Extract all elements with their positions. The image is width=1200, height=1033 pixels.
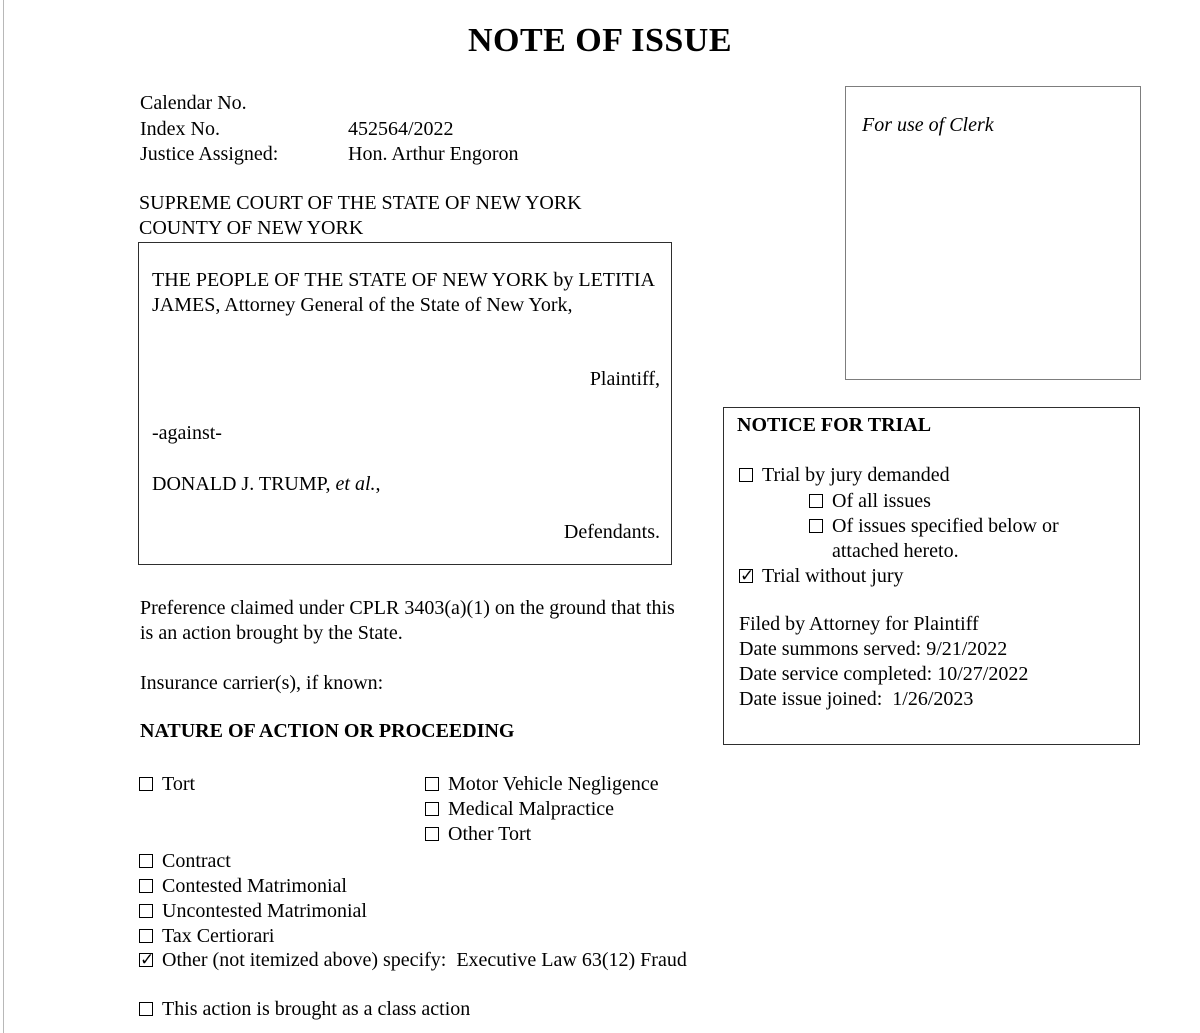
checkbox-label-of-all-issues: Of all issues: [832, 490, 931, 512]
notice-for-trial-box: [723, 407, 1140, 745]
calendar-no-label: Calendar No.: [140, 92, 247, 114]
filed-by-line: Filed by Attorney for Plaintiff: [739, 613, 979, 635]
checkbox-icon-other-tort[interactable]: [425, 827, 439, 841]
checkbox-row-tax-certiorari[interactable]: [139, 924, 274, 949]
index-no-label: Index No.: [140, 118, 220, 140]
checkbox-row-of-all-issues[interactable]: [809, 489, 931, 514]
date-summons-served-line: Date summons served: 9/21/2022: [739, 638, 1008, 660]
filing-details: [739, 612, 1028, 712]
checkbox-row-motor-vehicle-negligence[interactable]: [425, 772, 659, 797]
preference-paragraph: Preference claimed under CPLR 3403(a)(1) on the ground that this is an action brought by the State.: [140, 597, 680, 644]
checkbox-icon-trial-without-jury[interactable]: [739, 569, 753, 583]
checkbox-icon-of-issues-specified[interactable]: [809, 519, 823, 533]
checkbox-icon-contract[interactable]: [139, 854, 153, 868]
checkbox-label-of-issues-specified: Of issues specified below or attached hereto.: [832, 515, 1064, 562]
checkbox-label-class-action: This action is brought as a class action: [162, 998, 471, 1020]
court-name: SUPREME COURT OF THE STATE OF NEW YORK: [139, 192, 582, 214]
checkbox-icon-class-action[interactable]: [139, 1002, 153, 1016]
checkbox-icon-uncontested-matrimonial[interactable]: [139, 904, 153, 918]
checkbox-row-tort[interactable]: [139, 772, 195, 797]
against-label: -against-: [152, 422, 222, 444]
document-title: NOTE OF ISSUE: [467, 22, 733, 59]
plaintiff-role: Plaintiff,: [589, 368, 660, 390]
clerk-box: [845, 86, 1141, 380]
checkbox-row-contract[interactable]: [139, 849, 231, 874]
checkbox-label-trial-without-jury: Trial without jury: [762, 565, 904, 587]
checkbox-label-contested-matrimonial: Contested Matrimonial: [162, 875, 347, 897]
clerk-box-label: For use of Clerk: [862, 114, 994, 136]
checkbox-row-contested-matrimonial[interactable]: [139, 874, 347, 899]
checkbox-label-tax-certiorari: Tax Certiorari: [162, 925, 275, 947]
defendant-role: Defendants.: [563, 521, 660, 543]
checkbox-icon-of-all-issues[interactable]: [809, 494, 823, 508]
checkbox-label-tort: Tort: [162, 773, 196, 795]
plaintiff-name: THE PEOPLE OF THE STATE OF NEW YORK by LETITIA JAMES, Attorney General of the State of New York,: [152, 269, 659, 316]
checkbox-row-uncontested-matrimonial[interactable]: [139, 899, 367, 924]
case-caption-box: [138, 242, 672, 565]
checkbox-icon-trial-by-jury[interactable]: [739, 468, 753, 482]
justice-assigned-value: Hon. Arthur Engoron: [348, 143, 519, 165]
insurance-carriers-line: Insurance carrier(s), if known:: [140, 672, 384, 694]
checkbox-label-trial-by-jury: Trial by jury demanded: [762, 464, 950, 486]
defendant-name-suffix: ,: [375, 473, 381, 495]
checkbox-label-uncontested-matrimonial: Uncontested Matrimonial: [162, 900, 367, 922]
checkbox-label-motor-vehicle-negligence: Motor Vehicle Negligence: [448, 773, 659, 795]
checkbox-icon-motor-vehicle-negligence[interactable]: [425, 777, 439, 791]
checkbox-row-trial-without-jury[interactable]: [739, 564, 904, 589]
nature-of-action-heading: NATURE OF ACTION OR PROCEEDING: [140, 720, 515, 742]
justice-assigned-label: Justice Assigned:: [140, 143, 279, 165]
date-issue-joined-line: Date issue joined: 1/26/2023: [739, 688, 974, 710]
checkbox-row-other-tort[interactable]: [425, 822, 531, 847]
checkbox-row-class-action[interactable]: [139, 997, 470, 1022]
checkbox-icon-tax-certiorari[interactable]: [139, 929, 153, 943]
checkbox-row-medical-malpractice[interactable]: [425, 797, 614, 822]
defendant-name-prefix: DONALD J. TRUMP,: [152, 473, 336, 495]
checkbox-icon-medical-malpractice[interactable]: [425, 802, 439, 816]
checkbox-icon-other-specify[interactable]: [139, 953, 153, 967]
checkbox-row-of-issues-specified[interactable]: [809, 514, 1084, 564]
checkbox-label-contract: Contract: [162, 850, 231, 872]
checkbox-icon-tort[interactable]: [139, 777, 153, 791]
checkbox-label-other-tort: Other Tort: [448, 823, 532, 845]
defendant-name: [152, 472, 381, 497]
court-county: COUNTY OF NEW YORK: [139, 217, 364, 239]
page-edge-line: [3, 0, 4, 1033]
date-service-completed-line: Date service completed: 10/27/2022: [739, 663, 1029, 685]
defendant-name-et-al: et al.: [335, 473, 376, 495]
index-no-value: 452564/2022: [348, 118, 454, 140]
checkbox-icon-contested-matrimonial[interactable]: [139, 879, 153, 893]
checkbox-label-other-specify: Other (not itemized above) specify: Executive Law 63(12) Fraud: [162, 949, 687, 971]
checkbox-row-trial-by-jury[interactable]: [739, 463, 950, 488]
notice-for-trial-title: NOTICE FOR TRIAL: [737, 414, 932, 436]
checkbox-label-medical-malpractice: Medical Malpractice: [448, 798, 615, 820]
checkbox-row-other-specify[interactable]: [139, 948, 687, 973]
